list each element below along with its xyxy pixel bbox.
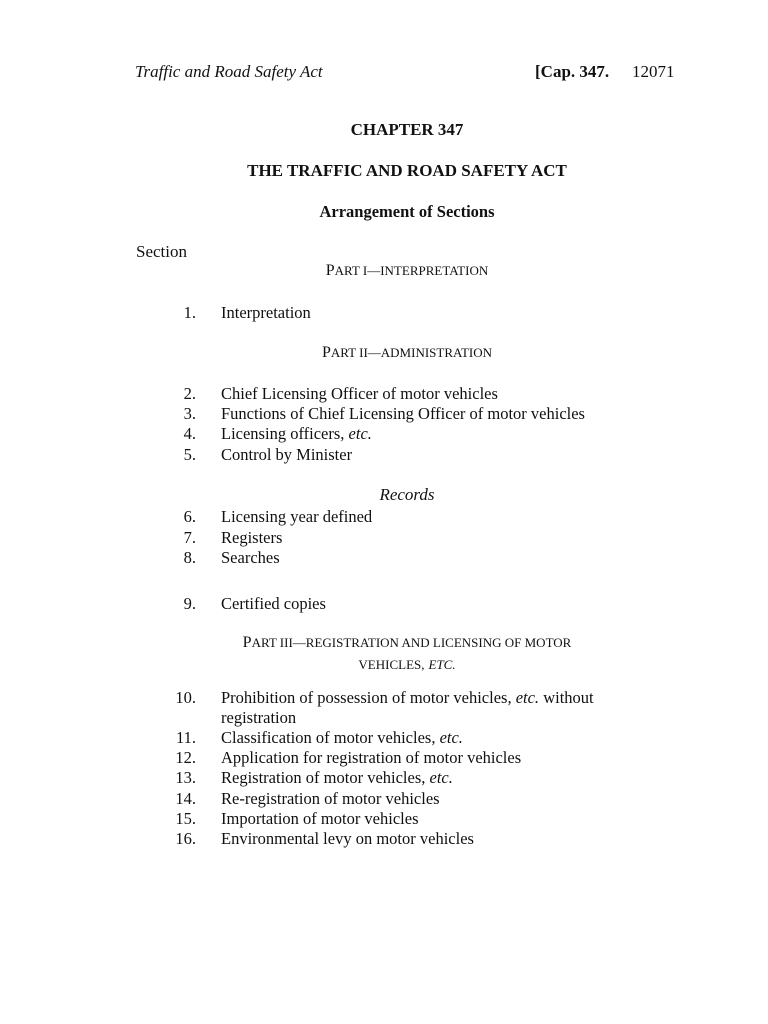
section-title-1: Interpretation — [221, 303, 311, 322]
chapter-reference: [Cap. 347. — [535, 62, 610, 81]
section-title-8: Searches — [221, 548, 280, 567]
section-title-12: Application for registration of motor vehicles — [221, 748, 522, 767]
section-number-16: 16. — [175, 829, 196, 848]
section-number-10: 10. — [175, 688, 196, 707]
section-number-14: 14. — [175, 789, 196, 808]
section-title-10-continued: registration — [221, 708, 297, 727]
section-number-8: 8. — [183, 548, 196, 567]
section-title-11: Classification of motor vehicles, etc. — [221, 728, 463, 747]
section-number-13: 13. — [175, 768, 196, 787]
section-title-15: Importation of motor vehicles — [221, 809, 419, 828]
section-title-4: Licensing officers, etc. — [221, 424, 372, 443]
section-title-7: Registers — [221, 528, 283, 547]
section-number-4: 4. — [183, 424, 196, 443]
section-number-2: 2. — [183, 384, 196, 403]
part-heading-3-continued: VEHICLES, ETC. — [358, 657, 456, 672]
section-number-12: 12. — [175, 748, 196, 767]
part-heading-2: PART II—ADMINISTRATION — [321, 344, 493, 361]
section-title-16: Environmental levy on motor vehicles — [221, 829, 474, 848]
section-number-9: 9. — [183, 594, 196, 613]
section-title-5: Control by Minister — [221, 445, 353, 464]
section-title-13: Registration of motor vehicles, etc. — [221, 768, 453, 787]
section-title-3: Functions of Chief Licensing Officer of motor vehicles — [221, 404, 585, 423]
section-title-6: Licensing year defined — [221, 507, 373, 526]
section-number-5: 5. — [183, 445, 196, 464]
records-subheading: Records — [379, 485, 435, 504]
page-number: 12071 — [632, 62, 675, 81]
section-number-15: 15. — [175, 809, 196, 828]
running-title: Traffic and Road Safety Act — [135, 62, 323, 81]
section-number-3: 3. — [183, 404, 196, 423]
arrangement-heading: Arrangement of Sections — [319, 202, 495, 221]
section-number-7: 7. — [183, 528, 196, 547]
part-heading-1: PART I—INTERPRETATION — [325, 262, 489, 279]
section-title-9: Certified copies — [221, 594, 326, 613]
section-column-label: Section — [136, 242, 187, 261]
act-title: THE TRAFFIC AND ROAD SAFETY ACT — [247, 161, 567, 180]
part-heading-3: PART III—REGISTRATION AND LICENSING OF MOTOR — [242, 634, 572, 651]
section-title-2: Chief Licensing Officer of motor vehicles — [221, 384, 498, 403]
section-number-1: 1. — [183, 303, 196, 322]
section-title-14: Re-registration of motor vehicles — [221, 789, 440, 808]
chapter-heading: CHAPTER 347 — [350, 120, 464, 139]
section-title-10: Prohibition of possession of motor vehicles, etc. without — [221, 688, 594, 707]
section-number-11: 11. — [175, 728, 196, 747]
section-number-6: 6. — [183, 507, 196, 526]
